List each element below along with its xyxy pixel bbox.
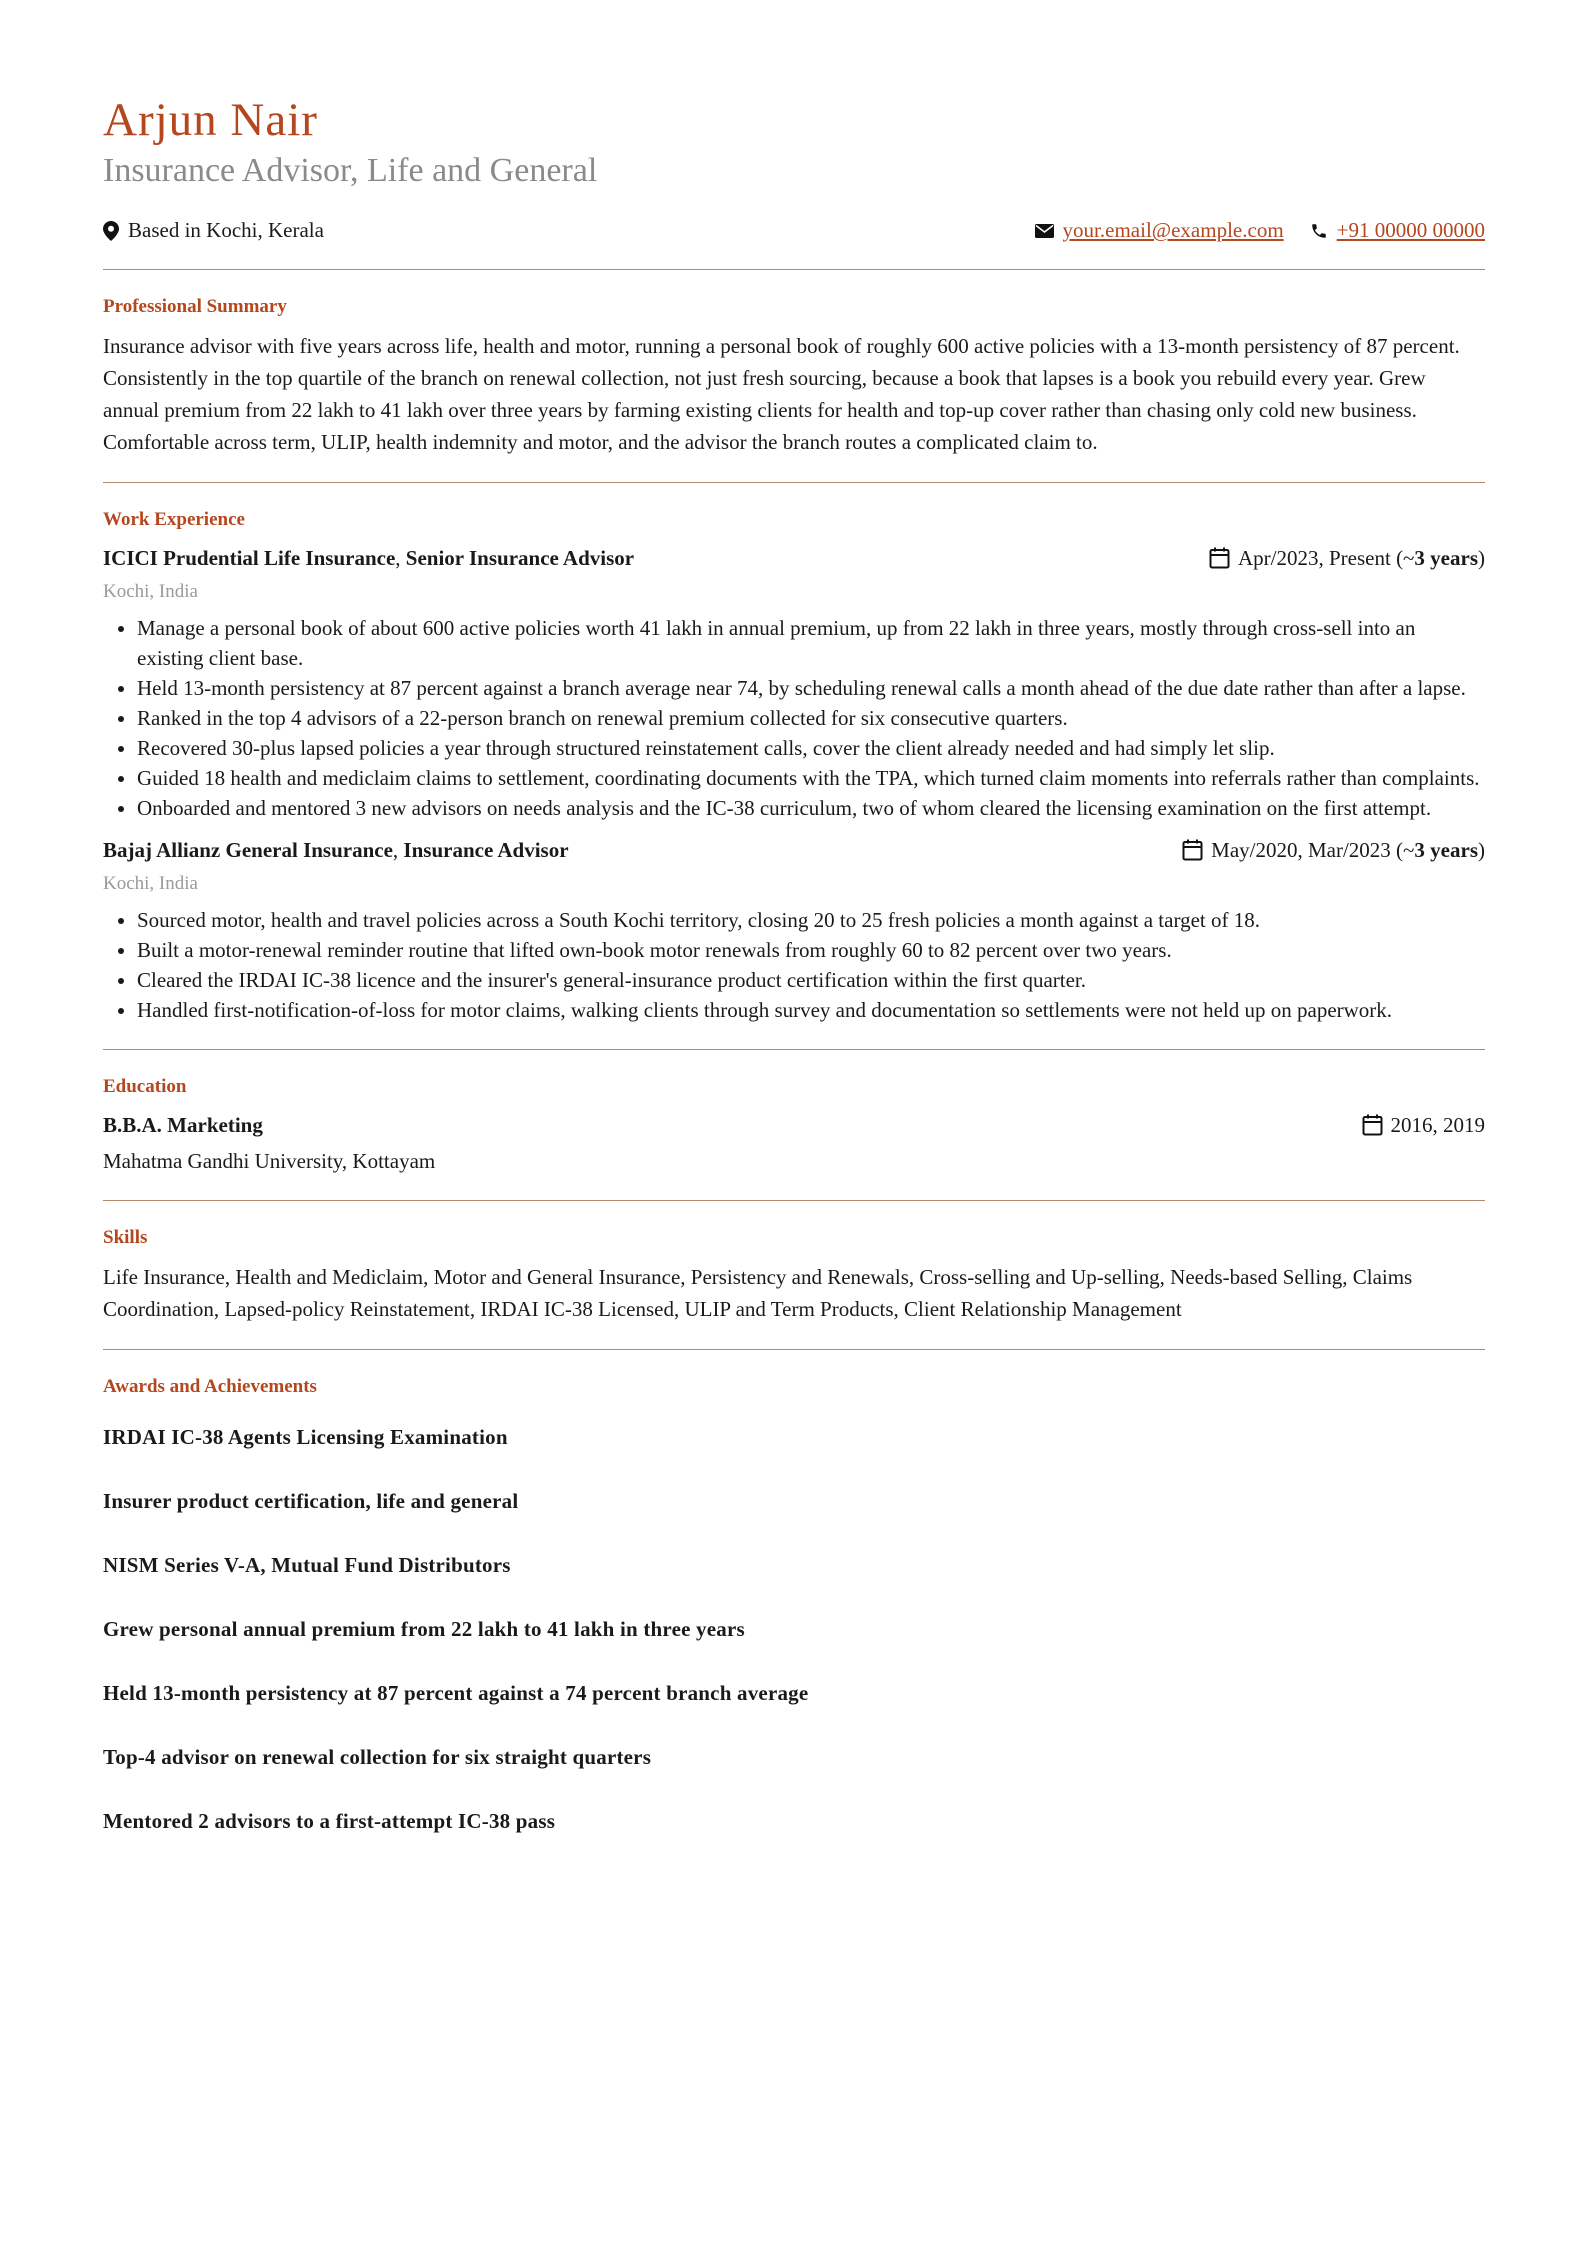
job-title: ICICI Prudential Life Insurance, Senior Insurance Advisor bbox=[103, 546, 635, 571]
email-link[interactable]: your.email@example.com bbox=[1062, 218, 1284, 243]
list-item: • Guided 18 health and mediclaim claims to settlement, coordinating documents with the TPA, which turned claim moments into referrals rather than complaints. bbox=[137, 763, 1485, 793]
email bbox=[1035, 218, 1284, 243]
job-header bbox=[103, 543, 1485, 573]
degree: B.B.A. Marketing bbox=[103, 1113, 263, 1138]
summary-heading: Professional Summary bbox=[103, 296, 287, 318]
candidate-title: Insurance Advisor, Life and General bbox=[103, 152, 598, 190]
award-item: IRDAI IC-38 Agents Licensing Examination bbox=[103, 1425, 508, 1450]
job-role: Senior Insurance Advisor bbox=[405, 546, 635, 571]
education-heading: Education bbox=[103, 1076, 187, 1098]
contact-left bbox=[103, 218, 324, 243]
calendar-icon bbox=[1209, 547, 1230, 569]
calendar-icon bbox=[1182, 839, 1203, 861]
list-item: • Cleared the IRDAI IC-38 licence and the insurer's general-insurance product certification within the first quarter. bbox=[137, 965, 1485, 995]
awards-heading: Awards and Achievements bbox=[103, 1376, 317, 1398]
candidate-name: Arjun Nair bbox=[103, 94, 318, 146]
award-item: Held 13-month persistency at 87 percent against a 74 percent branch average bbox=[103, 1681, 809, 1706]
duration: 3 years bbox=[1414, 546, 1478, 571]
phone bbox=[1310, 218, 1485, 243]
award-item: Insurer product certification, life and general bbox=[103, 1489, 519, 1514]
list-item: • Built a motor-renewal reminder routine that lifted own-book motor renewals from roughly 60 to 82 percent over two years. bbox=[137, 935, 1485, 965]
job-dates: Apr/2023, Present (~ 3 years ) bbox=[1209, 543, 1485, 573]
summary-text: Insurance advisor with five years across life, health and motor, running a personal book of roughly 600 active policies with a 13-month persistency of 87 percent. Consistently in the top quartile of the branch on renewal collection, not just fresh sourcing, because a book that lapses is a book you rebuild every year. Grew annual premium from 22 lakh to 41 lakh over three years by farming existing clients for health and top-up cover rather than chasing only cold new business. Comfortable across term, ULIP, health indemnity and motor, and the advisor the branch routes a complicated claim to. bbox=[103, 334, 1460, 455]
experience-section bbox=[103, 483, 1485, 1049]
phone-icon bbox=[1310, 222, 1328, 240]
list-item: • Onboarded and mentored 3 new advisors on needs analysis and the IC-38 curriculum, two of whom cleared the licensing examination on the first attempt. bbox=[137, 793, 1485, 823]
job-location: Kochi, India bbox=[103, 581, 198, 603]
list-item: • Recovered 30-plus lapsed policies a year through structured reinstatement calls, cover the client already needed and had simply let slip. bbox=[137, 733, 1485, 763]
skills-text: Life Insurance, Health and Mediclaim, Motor and General Insurance, Persistency and Renewals, Cross-selling and Up-selling, Needs-based Selling, Claims Coordination, Lapsed-policy Reinstatement, IRDAI IC-38 Licensed, ULIP and Term Products, Client Relationship Management bbox=[103, 1265, 1413, 1322]
experience-heading: Work Experience bbox=[103, 509, 245, 531]
skills-heading: Skills bbox=[103, 1227, 148, 1249]
education-section bbox=[103, 1050, 1485, 1200]
list-item: • Handled first-notification-of-loss for motor claims, walking clients through survey and documentation so settlements were not held up on paperwork. bbox=[137, 995, 1485, 1025]
list-item: • Sourced motor, health and travel policies across a South Kochi territory, closing 20 to 25 fresh policies a month against a target of 18. bbox=[137, 905, 1485, 935]
envelope-icon bbox=[1035, 224, 1054, 238]
education-header bbox=[103, 1110, 1485, 1140]
education-date-range: 2016, 2019 bbox=[1390, 1113, 1485, 1138]
calendar-icon bbox=[1362, 1114, 1383, 1136]
job-title: Bajaj Allianz General Insurance, Insurance Advisor bbox=[103, 838, 569, 863]
list-item: • Held 13-month persistency at 87 percent against a branch average near 74, by scheduling renewal calls a month ahead of the due date rather than after a lapse. bbox=[137, 673, 1485, 703]
location bbox=[103, 218, 324, 243]
job-role: Insurance Advisor bbox=[403, 838, 569, 863]
date-range: Apr/2023, Present (~ bbox=[1238, 546, 1415, 571]
contact-row bbox=[103, 218, 1485, 243]
job-location: Kochi, India bbox=[103, 873, 198, 895]
location-text: Based in Kochi, Kerala bbox=[128, 218, 324, 243]
job-bullets bbox=[103, 613, 1485, 823]
company-name: Bajaj Allianz General Insurance bbox=[103, 838, 393, 863]
award-item: Mentored 2 advisors to a first-attempt IC-38 pass bbox=[103, 1809, 556, 1834]
school-name: Mahatma Gandhi University, Kottayam bbox=[103, 1149, 436, 1174]
award-item: NISM Series V-A, Mutual Fund Distributors bbox=[103, 1553, 511, 1578]
job-header bbox=[103, 835, 1485, 865]
job-bullets bbox=[103, 905, 1485, 1025]
list-item: • Ranked in the top 4 advisors of a 22-person branch on renewal premium collected for six consecutive quarters. bbox=[137, 703, 1485, 733]
award-item: Grew personal annual premium from 22 lakh to 41 lakh in three years bbox=[103, 1617, 745, 1642]
list-item: • Manage a personal book of about 600 active policies worth 41 lakh in annual premium, up from 22 lakh in three years, mostly through cross-sell into an existing client base. bbox=[137, 613, 1485, 673]
phone-link[interactable]: +91 00000 00000 bbox=[1336, 218, 1485, 243]
map-pin-icon bbox=[103, 221, 119, 241]
date-range: May/2020, Mar/2023 (~ bbox=[1211, 838, 1415, 863]
company-name: ICICI Prudential Life Insurance bbox=[103, 546, 396, 571]
skills-section bbox=[103, 1201, 1485, 1349]
job-entry bbox=[103, 835, 1485, 1025]
awards-list bbox=[103, 1422, 1485, 1836]
education-dates bbox=[1362, 1110, 1486, 1140]
contact-right bbox=[1035, 218, 1485, 243]
award-item: Top-4 advisor on renewal collection for six straight quarters bbox=[103, 1745, 652, 1770]
job-entry bbox=[103, 543, 1485, 823]
duration: 3 years bbox=[1414, 838, 1478, 863]
job-dates: May/2020, Mar/2023 (~ 3 years ) bbox=[1182, 835, 1485, 865]
summary-section bbox=[103, 270, 1485, 482]
awards-section bbox=[103, 1350, 1485, 1860]
